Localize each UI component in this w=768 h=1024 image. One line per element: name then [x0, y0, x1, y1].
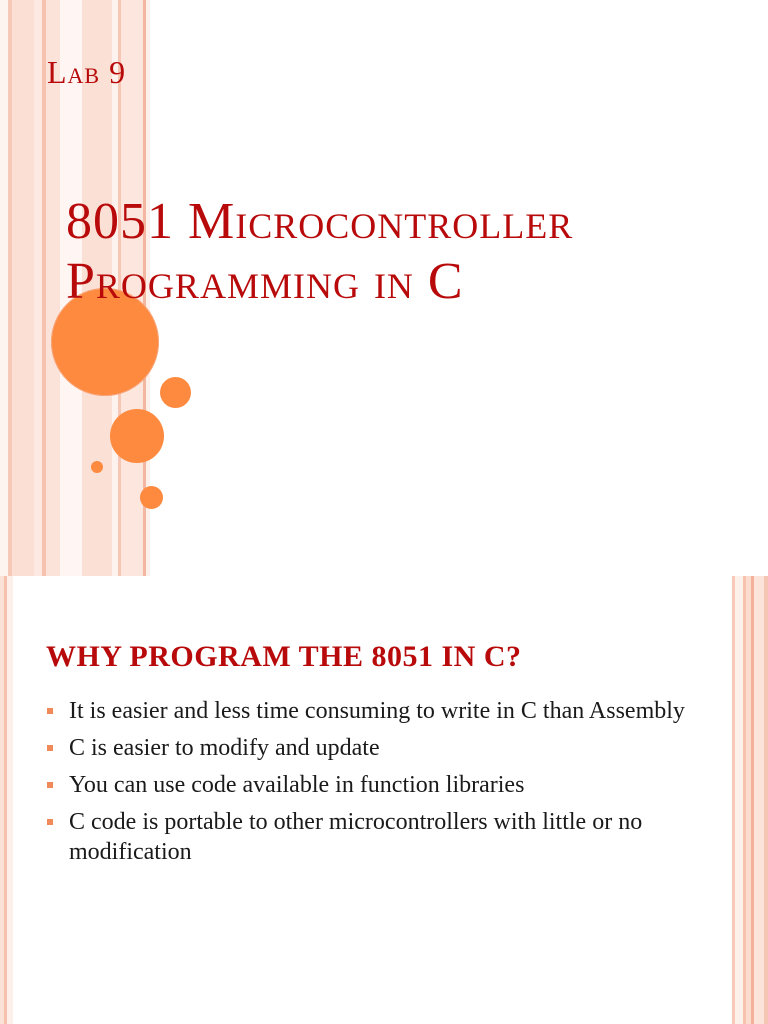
bullet-item	[46, 807, 696, 867]
decorative-stripe	[764, 576, 768, 1024]
square-bullet-icon	[47, 745, 53, 751]
bullet-item	[46, 770, 696, 800]
bullet-text: It is easier and less time consuming to write in C than Assembly	[69, 698, 685, 724]
bullet-item	[46, 696, 696, 726]
lab-title: Lab 9	[47, 54, 127, 90]
bullet-text: C code is portable to other microcontrollers with little or no modification	[69, 809, 643, 865]
bullet-item	[46, 733, 696, 763]
square-bullet-icon	[47, 819, 53, 825]
decorative-circle-small	[160, 377, 191, 408]
decorative-circle-medium	[110, 409, 164, 463]
slide-title-line-2: Programming in C	[66, 253, 464, 310]
decorative-stripe	[7, 576, 13, 1024]
slide-title	[66, 192, 756, 312]
decorative-circle-tiny	[91, 461, 103, 473]
decorative-stripe	[12, 0, 34, 576]
decorative-stripe	[735, 576, 743, 1024]
bullet-text: C is easier to modify and update	[69, 735, 380, 761]
content-slide	[0, 576, 768, 1024]
slide-title-line-1: 8051 Microcontroller	[66, 193, 574, 250]
decorative-stripe	[754, 576, 764, 1024]
section-title: WHY PROGRAM THE 8051 IN C?	[46, 640, 522, 673]
bullet-text: You can use code available in function libraries	[69, 772, 525, 798]
decorative-stripe	[34, 0, 42, 576]
square-bullet-icon	[47, 708, 53, 714]
decorative-circle-small	[140, 486, 163, 509]
decorative-stripe	[0, 0, 8, 576]
bullet-list	[46, 696, 696, 874]
square-bullet-icon	[47, 782, 53, 788]
